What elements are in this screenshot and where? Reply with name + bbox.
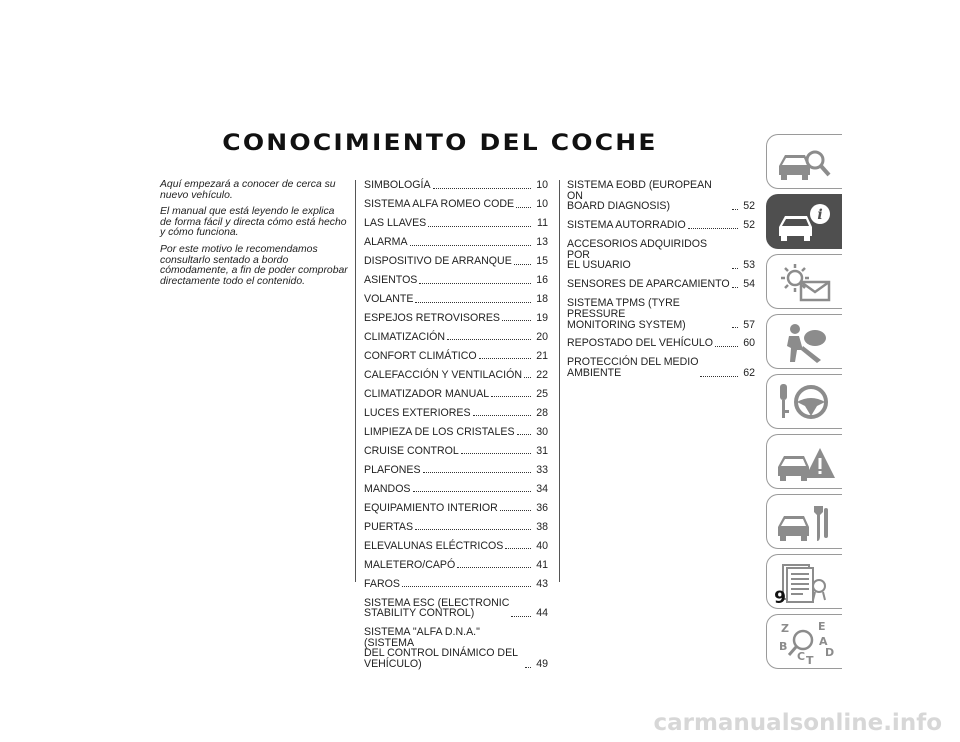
toc-entry-title: CLIMATIZADOR MANUAL	[364, 387, 490, 400]
toc-entry-title: SISTEMA AUTORRADIO	[567, 219, 686, 232]
toc-entry-title: SISTEMA EOBD (EUROPEAN ON BOARD DIAGNOSIS)	[567, 179, 712, 213]
toc-entry[interactable]	[364, 199, 548, 210]
toc-entry-title: LUCES EXTERIORES	[364, 406, 471, 419]
dot-leader	[505, 548, 531, 549]
alphabet-magnifier-icon	[773, 620, 839, 665]
toc-entry-page: 53	[743, 259, 755, 272]
toc-entry[interactable]	[364, 256, 548, 267]
toc-entry-title: SISTEMA ESC (ELECTRONIC STABILITY CONTROL)	[364, 596, 510, 620]
toc-entry-page: 62	[743, 367, 755, 380]
toc-entry[interactable]	[364, 503, 548, 514]
toc-entry-title: PROTECCIÓN DEL MEDIO AMBIENTE	[567, 356, 699, 380]
column-divider	[559, 180, 560, 582]
column-divider	[355, 180, 356, 582]
toc-entry[interactable]	[364, 541, 548, 552]
toc-entry-title: PUERTAS	[364, 520, 414, 533]
toc-entry-title: ACCESORIOS ADQUIRIDOS POR EL USUARIO	[567, 238, 708, 272]
toc-entry[interactable]	[364, 313, 548, 324]
toc-entry-title: PLAFONES	[364, 463, 421, 476]
dot-leader	[473, 415, 531, 416]
dot-leader	[491, 396, 531, 397]
toc-entry-page: 34	[536, 482, 548, 495]
toc-entry[interactable]	[364, 522, 548, 533]
letter-t: T	[806, 654, 814, 665]
dot-leader	[502, 320, 531, 321]
dot-leader	[415, 529, 531, 530]
toc-entry[interactable]	[567, 239, 755, 271]
toc-entry-title: CRUISE CONTROL	[364, 444, 459, 457]
toc-entry-page: 16	[536, 273, 548, 286]
toc-entry-page: 28	[536, 406, 548, 419]
toc-entry-title: SISTEMA TPMS (TYRE PRESSURE MONITORING SYSTEM)	[567, 297, 686, 331]
letter-e: E	[818, 620, 826, 633]
toc-entry-page: 20	[536, 330, 548, 343]
toc-entry-page: 40	[536, 539, 548, 552]
dot-leader	[461, 453, 531, 454]
tab-safety[interactable]	[766, 314, 842, 369]
dot-leader	[732, 327, 738, 328]
intro-text	[160, 180, 348, 293]
tab-emergency[interactable]	[766, 434, 842, 489]
toc-entry-page: 36	[536, 501, 548, 514]
toc-entry-title: CLIMATIZACIÓN	[364, 330, 446, 343]
tab-index[interactable]	[766, 614, 842, 669]
toc-entry-title: SISTEMA "ALFA D.N.A." (SISTEMA DEL CONTROL DINÁMICO DEL VEHÍCULO)	[364, 626, 519, 671]
dot-leader	[525, 667, 531, 668]
car-warning-triangle-icon	[773, 440, 839, 485]
toc-entry[interactable]	[364, 294, 548, 305]
toc-entry[interactable]	[364, 218, 548, 229]
toc-entry[interactable]	[364, 351, 548, 362]
toc-entry-title: ALARMA	[364, 235, 408, 248]
dot-leader	[402, 586, 531, 587]
toc-entry-title: ELEVALUNAS ELÉCTRICOS	[364, 539, 504, 552]
watermark: carmanualsonline.info	[653, 710, 942, 736]
dot-leader	[732, 287, 738, 288]
toc-entry-title: MALETERO/CAPÓ	[364, 558, 456, 571]
intro-paragraph: El manual que está leyendo le explica de forma fácil y directa cómo está hecho y cómo funciona.	[160, 206, 347, 239]
dot-leader	[413, 491, 532, 492]
dot-leader	[419, 283, 531, 284]
toc-entry-page: 43	[536, 577, 548, 590]
toc-column-2	[567, 180, 755, 387]
intro-paragraph: Aquí empezará a conocer de cerca su nuevo vehículo.	[160, 179, 336, 201]
toc-entry[interactable]	[364, 427, 548, 438]
airbag-passenger-icon	[773, 320, 839, 365]
toc-entry[interactable]	[364, 579, 548, 590]
steering-wheel-key-icon	[773, 380, 839, 425]
toc-entry[interactable]	[364, 598, 548, 619]
dot-leader	[516, 207, 531, 208]
tab-car-magnifier[interactable]	[766, 134, 842, 189]
toc-entry-title: MANDOS	[364, 482, 411, 495]
toc-entry[interactable]	[567, 180, 755, 212]
toc-entry-page: 41	[536, 558, 548, 571]
toc-entry[interactable]	[364, 180, 548, 191]
dot-leader	[423, 472, 531, 473]
car-wrench-icon	[773, 500, 839, 545]
toc-entry-page: 22	[536, 368, 548, 381]
toc-entry-title: SIMBOLOGÍA	[364, 179, 431, 191]
toc-entry-page: 10	[536, 179, 548, 191]
toc-entry-page: 30	[536, 425, 548, 438]
dot-leader	[410, 245, 531, 246]
toc-entry-page: 13	[536, 235, 548, 248]
tab-car-info[interactable]	[766, 194, 842, 249]
toc-entry[interactable]	[364, 389, 548, 400]
toc-entry[interactable]	[364, 370, 548, 381]
dot-leader	[524, 377, 531, 378]
toc-entry-title: LAS LLAVES	[364, 216, 427, 229]
toc-entry-page: 10	[536, 197, 548, 210]
letter-a: A	[819, 635, 828, 648]
toc-entry-title: ASIENTOS	[364, 273, 418, 286]
toc-entry-page: 18	[536, 292, 548, 305]
dot-leader	[732, 209, 738, 210]
toc-entry[interactable]	[364, 627, 548, 669]
toc-entry-page: 44	[536, 607, 548, 620]
dot-leader	[415, 302, 531, 303]
toc-column-1	[364, 180, 548, 678]
dot-leader	[517, 434, 531, 435]
toc-entry[interactable]	[567, 338, 755, 349]
toc-entry[interactable]	[364, 332, 548, 343]
toc-entry-page: 52	[743, 200, 755, 213]
toc-entry-title: CALEFACCIÓN Y VENTILACIÓN	[364, 368, 522, 381]
dot-leader	[715, 346, 738, 347]
toc-entry-page: 31	[536, 444, 548, 457]
intro-paragraph: Por este motivo le recomendamos consultarlo sentado a bordo cómodamente, a fin de poder comprobar directamente todo el contenido.	[160, 243, 348, 287]
dot-leader	[514, 264, 531, 265]
dot-leader	[700, 376, 738, 377]
dot-leader	[511, 616, 531, 617]
toc-entry[interactable]	[364, 560, 548, 571]
page-number: 9	[774, 588, 786, 608]
tab-warning-lights[interactable]	[766, 254, 842, 309]
dot-leader	[500, 510, 531, 511]
toc-entry-title: LIMPIEZA DE LOS CRISTALES	[364, 425, 515, 438]
toc-entry-page: 38	[536, 520, 548, 533]
dot-leader	[457, 567, 531, 568]
toc-entry-title: CONFORT CLIMÁTICO	[364, 349, 477, 362]
toc-entry-page: 11	[537, 216, 548, 229]
page-title: CONOCIMIENTO DEL COCHE	[222, 129, 658, 156]
toc-entry[interactable]	[567, 279, 755, 290]
toc-entry-title: SENSORES DE APARCAMIENTO	[567, 278, 730, 291]
tab-starting-driving[interactable]	[766, 374, 842, 429]
toc-entry-page: 25	[536, 387, 548, 400]
toc-entry[interactable]	[364, 408, 548, 419]
toc-entry-page: 60	[743, 337, 755, 350]
dot-leader	[732, 268, 738, 269]
car-magnifier-icon	[773, 140, 839, 185]
toc-entry-page: 54	[743, 278, 755, 291]
dot-leader	[433, 188, 531, 189]
toc-entry[interactable]	[567, 298, 755, 330]
toc-entry-page: 15	[536, 254, 548, 267]
dot-leader	[428, 226, 531, 227]
toc-entry[interactable]	[364, 446, 548, 457]
toc-entry-page: 57	[743, 318, 755, 331]
toc-entry-title: VOLANTE	[364, 292, 414, 305]
toc-entry[interactable]	[567, 220, 755, 231]
toc-entry-page: 52	[743, 219, 755, 232]
dot-leader	[479, 358, 531, 359]
toc-entry-page: 19	[536, 311, 548, 324]
letter-b: B	[779, 640, 788, 653]
tab-maintenance[interactable]	[766, 494, 842, 549]
letter-d: D	[825, 646, 835, 659]
toc-entry-page: 21	[536, 349, 548, 362]
letter-z: Z	[781, 622, 789, 635]
toc-entry-title: EQUIPAMIENTO INTERIOR	[364, 501, 498, 514]
toc-entry[interactable]	[364, 465, 548, 476]
dot-leader	[688, 228, 738, 229]
car-info-icon	[773, 200, 839, 245]
toc-entry-title: SISTEMA ALFA ROMEO CODE	[364, 197, 515, 210]
toc-entry-title: REPOSTADO DEL VEHÍCULO	[567, 337, 713, 350]
dot-leader	[447, 339, 531, 340]
toc-entry-title: ESPEJOS RETROVISORES	[364, 311, 500, 324]
toc-entry[interactable]	[364, 237, 548, 248]
letter-c: C	[797, 650, 806, 663]
warning-light-envelope-icon	[773, 260, 839, 305]
toc-entry-page: 33	[536, 463, 548, 476]
toc-entry[interactable]	[364, 275, 548, 286]
toc-entry-title: DISPOSITIVO DE ARRANQUE	[364, 254, 512, 267]
toc-entry[interactable]	[567, 357, 755, 378]
toc-entry-title: FAROS	[364, 577, 400, 590]
svg-text:i: i	[817, 207, 823, 223]
toc-entry-page: 49	[536, 658, 548, 671]
toc-entry[interactable]	[364, 484, 548, 495]
